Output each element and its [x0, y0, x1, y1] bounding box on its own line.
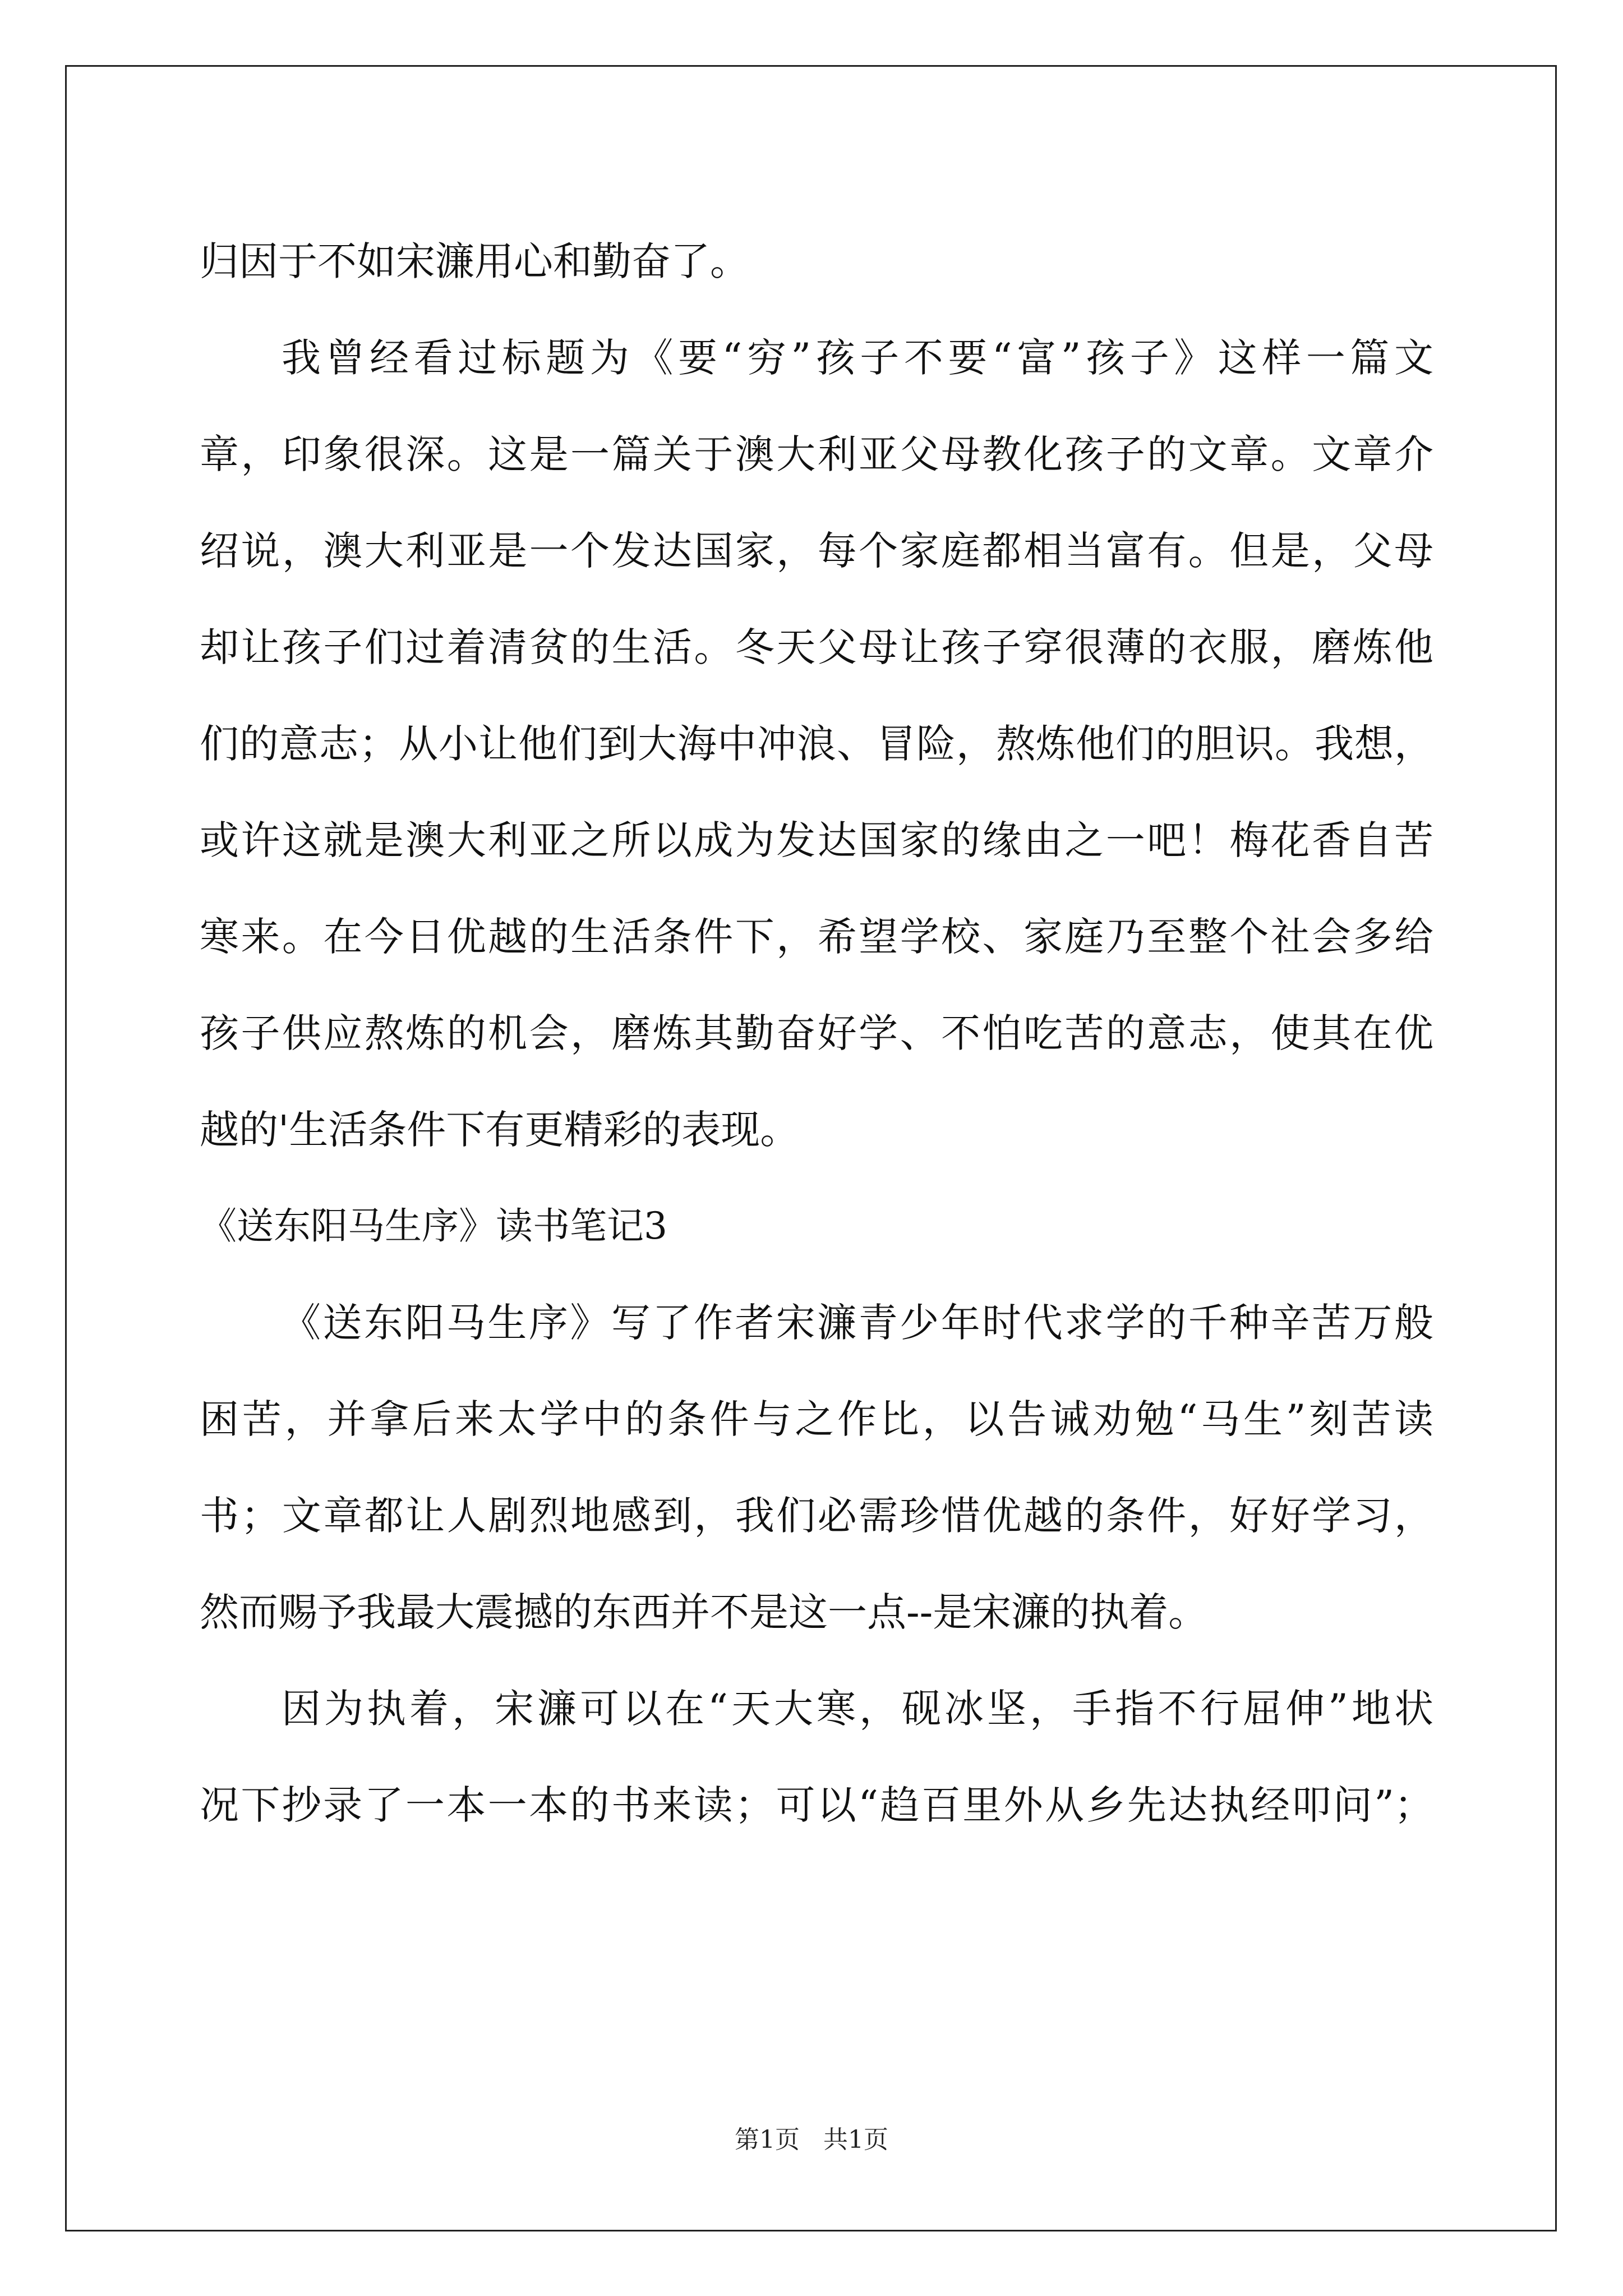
- text-line-13: 困苦，并拿后来太学中的条件与之作比，以告诫劝勉“马生”刻苦读: [200, 1396, 1433, 1442]
- page-number: 第1页: [735, 2125, 800, 2154]
- page-footer: [0, 2123, 1623, 2157]
- text-line-7: 或许这就是澳大利亚之所以成为发达国家的缘由之一吧！梅花香自苦: [200, 817, 1433, 863]
- text-line-12: 《送东阳马生序》写了作者宋濂青少年时代求学的千种辛苦万般: [282, 1300, 1433, 1346]
- text-line-14: 书；文章都让人剧烈地感到，我们必需珍惜优越的条件，好好学习，: [200, 1493, 1433, 1539]
- text-line-4: 绍说，澳大利亚是一个发达国家，每个家庭都相当富有。但是，父母: [200, 528, 1433, 574]
- text-line-8: 寒来。在今日优越的生活条件下，希望学校、家庭乃至整个社会多给: [200, 914, 1433, 960]
- text-line-6: 们的意志；从小让他们到大海中冲浪、冒险，熬炼他们的胆识。我想，: [200, 721, 1433, 767]
- footer-gap: [800, 2125, 823, 2154]
- text-line-5: 却让孩子们过着清贫的生活。冬天父母让孩子穿很薄的衣服，磨炼他: [200, 624, 1433, 670]
- text-line-9: 孩子供应熬炼的机会，磨炼其勤奋好学、不怕吃苦的意志，使其在优: [200, 1010, 1433, 1056]
- text-line-17: 况下抄录了一本一本的书来读；可以“趋百里外从乡先达执经叩问”；: [200, 1782, 1433, 1828]
- text-line-2: 我曾经看过标题为《要“穷”孩子不要“富”孩子》这样一篇文: [282, 335, 1433, 381]
- section-heading: 《送东阳马生序》读书笔记3: [200, 1204, 667, 1248]
- document-body: [200, 213, 1433, 1853]
- text-line-15: 然而赐予我最大震撼的东西并不是这一点--是宋濂的执着。: [200, 1589, 1208, 1635]
- text-line-3: 章，印象很深。这是一篇关于澳大利亚父母教化孩子的文章。文章介: [200, 431, 1433, 477]
- text-line-16: 因为执着，宋濂可以在“天大寒，砚冰坚，手指不行屈伸”地状: [282, 1686, 1433, 1732]
- text-line-10: 越的'生活条件下有更精彩的表现。: [200, 1107, 800, 1153]
- text-line-1: 归因于不如宋濂用心和勤奋了。: [200, 238, 749, 284]
- page-total: 共1页: [823, 2125, 888, 2154]
